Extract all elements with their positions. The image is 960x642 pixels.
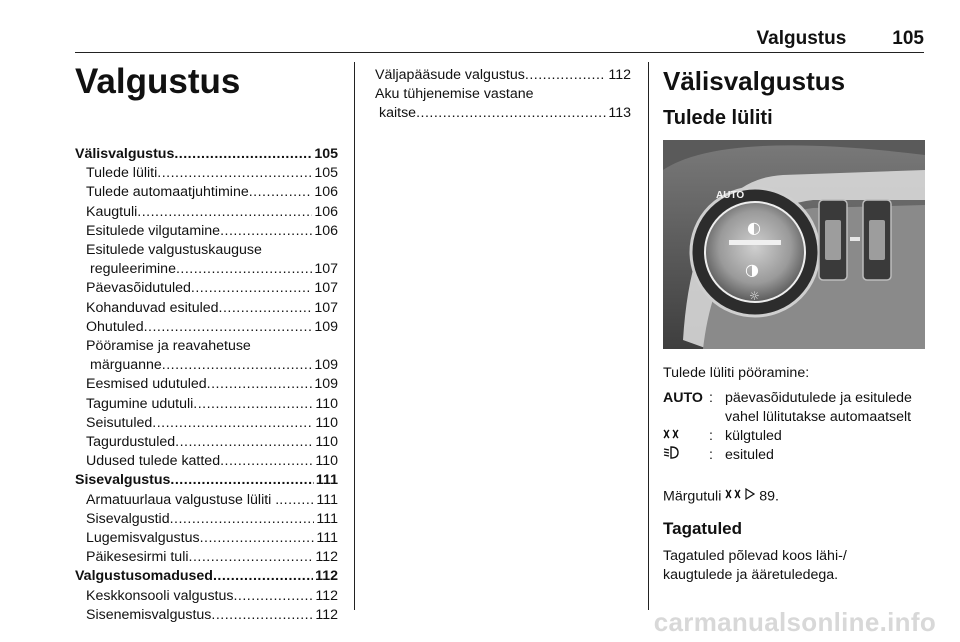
toc-leader-dots <box>170 471 313 490</box>
toc-entry <box>75 548 338 567</box>
toc-entry <box>75 471 338 490</box>
toc-leader-dots <box>189 548 314 567</box>
toc-entry <box>75 606 338 625</box>
toc-leader-dots <box>220 452 313 471</box>
toc-entry-page: 109 <box>314 357 338 374</box>
toc-entry-text: Aku tühjenemise vastane <box>375 86 534 103</box>
legend-row <box>663 389 925 427</box>
toc-entry-text: Esitulede vilgutamine <box>86 222 221 239</box>
side-lights-icon <box>725 487 741 506</box>
legend-colon: : <box>709 390 713 406</box>
column-divider-1 <box>354 62 355 610</box>
legend-row <box>663 446 925 465</box>
svg-text:☼: ☼ <box>749 289 760 303</box>
toc-entry-text: kaitse <box>379 105 417 122</box>
reference-text: Märgutuli <box>663 488 722 505</box>
toc-leader-dots <box>193 395 313 414</box>
page-reference-arrow-icon <box>745 487 755 506</box>
toc-entry-text: Päikesesirmi tuli <box>86 549 189 566</box>
toc-entry-page: 111 <box>316 530 338 547</box>
watermark: carmanualsonline.info <box>653 607 936 637</box>
low-beam-icon <box>663 446 709 465</box>
toc-entry <box>75 395 338 414</box>
toc-entry-text: Päevasõidutuled <box>86 280 191 297</box>
toc-entry <box>75 203 338 222</box>
toc-leader-dots <box>233 587 313 606</box>
toc-entry-page: 112 <box>608 67 631 83</box>
toc-entry-text: Lugemisvalgustus <box>86 530 200 547</box>
toc-leader-dots <box>416 104 606 123</box>
toc-leader-dots <box>220 222 312 241</box>
toc-entry-text: Sisenemisvalgustus <box>86 606 212 623</box>
toc-leader-dots <box>157 164 312 183</box>
toc-leader-dots <box>525 66 607 85</box>
toc-leader-dots <box>137 203 312 222</box>
rear-lights-text: Tagatuled põlevad koos lähi-/ kaugtulede ja ääretuledega. <box>663 548 847 583</box>
toc-leader-dots <box>175 433 313 452</box>
toc-entry-page: 112 <box>315 568 338 585</box>
toc-entry-text: Armatuurlaua valgustuse lüliti . <box>86 491 280 508</box>
toc-entry <box>375 85 631 104</box>
toc-entry-text: Tulede lüliti <box>86 165 158 182</box>
toc-entry <box>75 491 338 510</box>
toc-entry-page: 107 <box>314 280 338 297</box>
svg-text:◑: ◑ <box>745 260 759 279</box>
toc-entry <box>75 222 338 241</box>
toc-entry-text: märguanne <box>90 357 162 374</box>
chapter-title: Valgustus <box>75 62 241 101</box>
toc-entry <box>75 164 338 183</box>
legend-description: päevasõidutulede ja esitulede vahel lülitutakse automaatselt <box>725 390 912 425</box>
toc-leader-dots <box>191 279 312 298</box>
toc-entry <box>75 318 338 337</box>
toc-leader-dots <box>213 567 313 586</box>
indicator-reference <box>663 487 779 506</box>
toc-leader-dots <box>170 510 315 529</box>
toc-entry-page: 105 <box>314 165 338 182</box>
toc-entry-text: Sisevalgustid <box>86 510 170 527</box>
toc-entry <box>75 375 338 394</box>
toc-leader-dots <box>144 318 313 337</box>
toc-entry-page: 112 <box>315 606 338 623</box>
toc-entry <box>375 66 631 85</box>
toc-entry <box>75 299 338 318</box>
toc-entry-page: 107 <box>314 299 338 316</box>
toc-entry-text: Seisutuled <box>86 414 153 431</box>
toc-entry <box>75 241 338 260</box>
subsection-title-light-switch: Tulede lüliti <box>663 107 773 129</box>
toc-entry <box>375 104 631 123</box>
column-divider-2 <box>648 62 649 610</box>
toc-entry-page: 112 <box>315 549 338 566</box>
toc-entry-text: Eesmised udutuled <box>86 376 207 393</box>
toc-entry-page: 110 <box>315 414 338 431</box>
legend-key: AUTO <box>663 390 703 406</box>
toc-leader-dots <box>200 529 315 548</box>
toc-entry-text: Kohanduvad esituled <box>86 299 219 316</box>
toc-leader-dots <box>219 299 313 318</box>
toc-column-2 <box>375 66 631 124</box>
header-rule <box>75 52 924 53</box>
toc-entry-text: Pööramise ja reavahetuse <box>86 338 251 355</box>
toc-entry <box>75 183 338 202</box>
light-switch-caption: Tulede lüliti pööramine: <box>663 365 810 381</box>
svg-text:◐: ◐ <box>747 218 761 237</box>
toc-entry-text: Ohutuled <box>86 318 144 335</box>
toc-entry-page: 111 <box>316 491 338 508</box>
toc-entry-page: 106 <box>314 222 338 239</box>
toc-entry <box>75 145 338 164</box>
header-page-number: 105 <box>892 28 924 49</box>
toc-entry <box>75 433 338 452</box>
toc-entry <box>75 356 338 375</box>
legend-row <box>663 427 925 446</box>
toc-entry-page: 113 <box>608 105 631 122</box>
legend-colon: : <box>709 447 713 463</box>
running-header <box>757 28 924 50</box>
toc-entry-text: Sisevalgustus <box>75 472 171 489</box>
toc-entry <box>75 587 338 606</box>
toc-entry-text: Väljapääsude valgustus <box>375 67 525 83</box>
toc-entry-text: Valgustusomadused <box>75 568 213 585</box>
reference-page: 89. <box>759 488 779 505</box>
toc-entry <box>75 452 338 471</box>
toc-leader-dots <box>279 491 314 510</box>
toc-leader-dots <box>211 606 313 625</box>
toc-entry <box>75 279 338 298</box>
side-lights-icon <box>663 427 709 446</box>
legend-colon: : <box>709 428 713 444</box>
toc-leader-dots <box>162 356 313 375</box>
toc-leader-dots <box>207 375 313 394</box>
toc-entry-text: Tulede automaatjuhtimine <box>86 184 249 201</box>
toc-entry-page: 105 <box>314 146 338 162</box>
toc-entry-page: 109 <box>314 376 338 393</box>
legend-description: külgtuled <box>725 428 782 444</box>
toc-entry-page: 111 <box>315 472 338 489</box>
toc-leader-dots <box>152 414 313 433</box>
toc-column-1 <box>75 145 338 625</box>
toc-entry-page: 109 <box>314 318 338 335</box>
toc-entry-text: Udused tulede katted <box>86 453 221 470</box>
toc-entry <box>75 529 338 548</box>
light-switch-legend <box>663 389 925 465</box>
section-title: Välisvalgustus <box>663 66 846 96</box>
toc-entry-page: 106 <box>314 203 338 220</box>
toc-entry-page: 110 <box>315 453 338 470</box>
toc-entry <box>75 337 338 356</box>
toc-entry-page: 112 <box>315 587 338 604</box>
illus-auto-label: AUTO <box>716 190 745 201</box>
toc-entry-text: Kaugtuli <box>86 203 138 220</box>
toc-leader-dots <box>174 145 312 164</box>
toc-entry-page: 111 <box>316 510 338 527</box>
toc-entry-text: reguleerimine <box>90 261 176 278</box>
toc-entry-page: 107 <box>314 261 338 278</box>
toc-entry <box>75 510 338 529</box>
toc-entry <box>75 414 338 433</box>
legend-description: esituled <box>725 447 774 463</box>
subsection-title-rear-lights: Tagatuled <box>663 519 743 538</box>
toc-entry-text: Tagumine udutuli <box>86 395 194 412</box>
toc-entry-text: Välisvalgustus <box>75 146 175 162</box>
toc-entry-text: Keskkonsooli valgustus <box>86 587 234 604</box>
toc-entry-text: Tagurdustuled <box>86 434 176 451</box>
header-title: Valgustus <box>756 28 847 49</box>
toc-entry <box>75 260 338 279</box>
toc-entry-text: Esitulede valgustuskauguse <box>86 242 262 259</box>
toc-entry <box>75 567 338 586</box>
toc-entry-page: 110 <box>315 434 338 451</box>
light-switch-illustration <box>663 140 925 349</box>
toc-entry-page: 106 <box>314 184 338 201</box>
toc-entry-page: 110 <box>315 395 338 412</box>
toc-leader-dots <box>176 260 312 279</box>
toc-leader-dots <box>249 183 313 202</box>
